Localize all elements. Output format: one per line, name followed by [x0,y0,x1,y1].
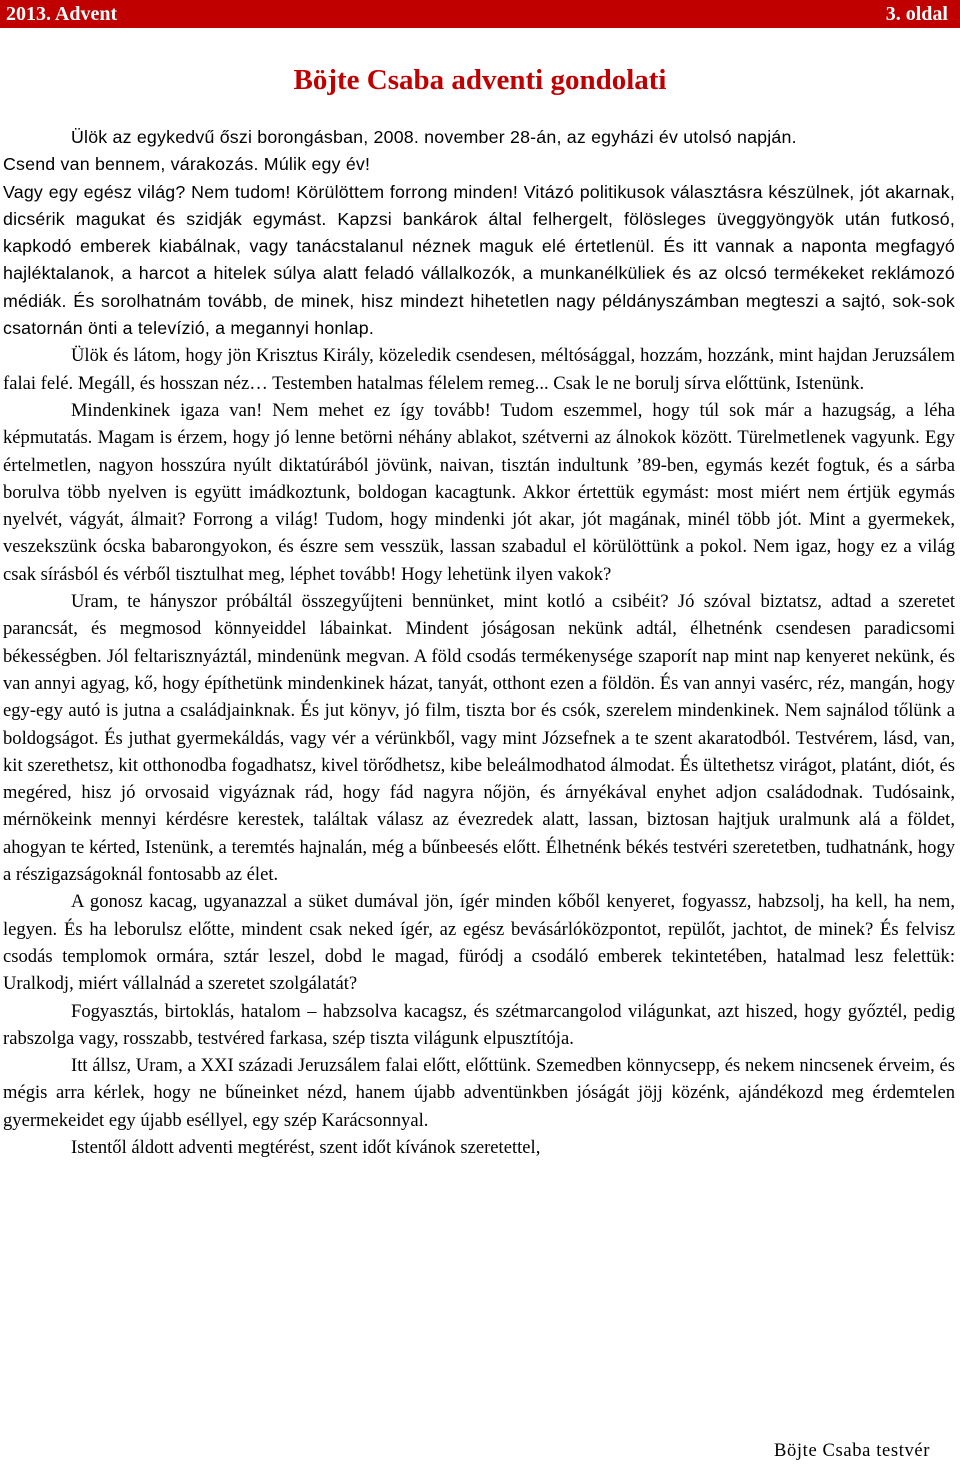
paragraph-9: Itt állsz, Uram, a XXI századi Jeruzsálem falai előtt, előttünk. Szemedben könnycsepp, és nekem nincsenek érveim, és mégis arra kérlek, hogy ne bűneinket nézd, hanem újabb adventünkben jóságát jöjj közénk, ajándékozd meg érdemtelen gyermekeidet egy újabb eséllyel, egy szép Karácsonnyal. [3,1055,955,1131]
paragraph-4: Ülök és látom, hogy jön Krisztus Király, közeledik csendesen, méltósággal, hozzám, hozzánk, mint hajdan Jeruzsálem falai felé. Megáll, és hosszan néz… Testemben hatalmas félelem remeg... Csak le ne borulj sírva előttünk, Istenünk. [3,345,955,394]
article-body [3,124,955,1161]
paragraph-1: Ülök az egykedvű őszi borongásban, 2008. november 28-án, az egyházi év utolsó napján. [71,127,797,147]
paragraph-5: Mindenkinek igaza van! Nem mehet ez így tovább! Tudom eszemmel, hogy túl sok már a hazugság, a léha képmutatás. Magam is érzem, hogy jó lenne betörni néhány ablakot, szétverni az álnokok között. Türelmetlenek vagyunk. Egy értelmetlen, nagyon hosszúra nyúlt diktatúrából jövünk, naivan, tisztán indultunk ’89-ben, egymás kezét fogtuk, és a sárba borulva több nyelven is együtt imádkoztunk, boldogan kacagtunk. Akkor értettük egymást: most miért nem értjük egymás nyelvét, vágyát, álmait? Forrong a világ! Tudom, hogy mindenki jót akar, jót magának, minél több jót. Mint a gyermekek, veszekszünk ócska babarongyokon, és észre sem vesszük, lassan szabadul el körülöttünk a pokol. Nem igaz, hogy ez a világ csak sírásból és vérből tisztulhat meg, léphet tovább! Hogy lehetünk ilyen vakok? [3,399,955,585]
paragraph-3: Vagy egy egész világ? Nem tudom! Körülöttem forrong minden! Vitázó politikusok választásra készülnek, jót akarnak, dicsérik magukat és szidják egymást. Kapzsi bankárok által felhergelt, fölösleges üveggyöngyök után futkosó, kapkodó emberek kiabálnak, vagy tanácstalanul néznek maguk elé értetlenül. És itt vannak a naponta megfagyó hajléktalanok, a harcot a hitelek súlya alatt feladó vállalkozók, a munkanélküliek és az olcsó termékeket reklámozó médiák. És sorolhatnám tovább, de minek, hisz mindezt hihetetlen nagy példányszámban megteszi a sajtó, sok-sok csatornán önti a televízió, a megannyi honlap. [3,181,955,339]
issue-label: 2013. Advent [6,3,118,25]
paragraph-7: A gonosz kacag, ugyanazzal a süket dumával jön, ígér minden kőből kenyeret, fogyassz, habzsolj, ha kell, ha nem, legyen. És ha leborulsz előtte, mindent csak neked ígér, az egész bevásárlóközpontot, repülőt, jachtot, de minek? És felvisz csodás templomok ormára, sztár leszel, dobd le magad, füródj a csodáló emberek tekintetében, hatalmad lesz felettük: Uralkodj, miért vállalnád a szeretet szolgálatát? [3,891,955,995]
page-header-bar [0,0,960,28]
article-title: Böjte Csaba adventi gondolati [293,64,667,96]
paragraph-2: Csend van bennem, várakozás. Múlik egy év! [3,154,371,175]
paragraph-6: Uram, te hányszor próbáltál összegyűjteni bennünket, mint kotló a csibéit? Jó szóval biztatsz, adtad a szeretet parancsát, és megmosod könnyeiddel lábainkat. Mindent jóságosan nekünk adtál, élhetnénk csendesen paradicsomi békességben. Jól feltarisznyáztál, mindenünk megvan. A föld csodás termékenysége szaporít nap mint nap kenyeret nekünk, és van annyi agyag, kő, hogy építhetünk mindenkinek házat, tanyát, otthont ezen a földön. És van annyi vasérc, réz, mangán, hogy egy-egy autó is jutna a családjainknak. És jut könyv, jó film, tiszta bor és csók, szerelem mindenkinek. Nem sajnálod tőlünk a boldogságot. És juthat gyermekáldás, vagy vér a vérünkből, vagy mint Józsefnek a te szent akaratodból. Testvérem, lásd, van, kit szerethetsz, kit otthonodba fogadhatsz, kivel törődhetsz, kibe beleálmodhatod álmodat. És ültethetsz virágot, platánt, diót, és megéred, hisz jó orvosaid vigyáznak rád, hogy fád nagyra nőjön, és árnyékával enyhet adjon családodnak. Tudósaink, mérnökeink mennyi kérdésre kerestek, találtak válasz az évezredek alatt, lassan, biztosan hajtjuk uralmunk alá a földet, ahogyan te kérted, Istenünk, a teremtés hajnalán, még a bűnbeesés előtt. Élhetnénk békés testvéri szeretetben, tudhatnánk, hogy a részigazságoknál fontosabb az élet. [3,591,955,886]
page-number: 3. oldal [885,3,948,25]
paragraph-8: Fogyasztás, birtoklás, hatalom – habzsolva kacagsz, és szétmarcangolod világunkat, azt hiszed, hogy győztél, pedig rabszolga vagy, rosszabb, testvéred farkasa, szép tiszta világunk elpusztítója. [3,1000,955,1049]
paragraph-10: Istentől áldott adventi megtérést, szent időt kívánok szeretettel, [71,1136,541,1158]
signature: Böjte Csaba testvér [774,1440,930,1461]
